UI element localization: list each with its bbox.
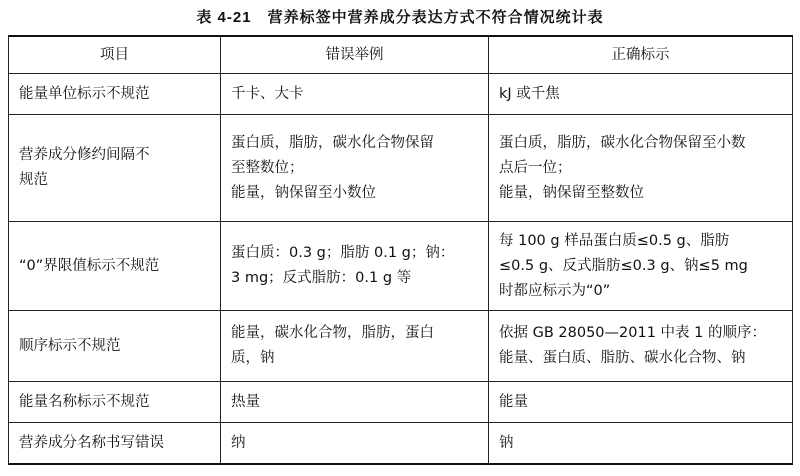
cell-text: 营养成分名称书写错误 xyxy=(19,434,164,451)
cell-error xyxy=(221,115,489,222)
cell-item xyxy=(9,382,221,423)
table-row xyxy=(9,311,793,382)
cell-error xyxy=(221,222,489,311)
cell-text: 营养成分修约间隔不 规范 xyxy=(19,147,150,188)
header-item: 项目 xyxy=(9,36,221,74)
cell-item xyxy=(9,115,221,222)
cell-error xyxy=(221,382,489,423)
cell-text: kJ 或千焦 xyxy=(499,85,560,102)
header-correct-label: 正确标示 xyxy=(489,36,793,74)
cell-correct xyxy=(489,222,793,311)
cell-error xyxy=(221,74,489,115)
table-title-text: 营养标签中营养成分表达方式不符合情况统计表 xyxy=(267,8,604,26)
cell-text: 能量单位标示不规范 xyxy=(19,85,150,102)
cell-text: 纳 xyxy=(231,434,246,451)
cell-correct xyxy=(489,311,793,382)
table-title xyxy=(0,6,800,27)
cell-text: 顺序标示不规范 xyxy=(19,337,121,354)
table-row xyxy=(9,222,793,311)
cell-text: “0”界限值标示不规范 xyxy=(19,257,160,274)
cell-text: 蛋白质，脂肪，碳水化合物保留至小数 点后一位； 能量，钠保留至整数位 xyxy=(499,134,746,201)
cell-text: 千卡、大卡 xyxy=(231,85,304,102)
cell-text: 钠 xyxy=(499,434,514,451)
cell-correct xyxy=(489,423,793,465)
cell-item xyxy=(9,311,221,382)
cell-error xyxy=(221,423,489,465)
cell-correct xyxy=(489,115,793,222)
table-number: 表 4-21 xyxy=(196,9,252,26)
cell-text: 能量名称标示不规范 xyxy=(19,393,150,410)
cell-text: 依据 GB 28050—2011 中表 1 的顺序： 能量、蛋白质、脂肪、碳水化合物、钠 xyxy=(499,325,766,366)
cell-item xyxy=(9,74,221,115)
cell-item xyxy=(9,222,221,311)
nutrition-label-table xyxy=(8,35,793,465)
cell-text: 能量 xyxy=(499,393,528,410)
table-row xyxy=(9,382,793,423)
cell-correct xyxy=(489,382,793,423)
table-row xyxy=(9,74,793,115)
cell-text: 能量，碳水化合物，脂肪，蛋白 质，钠 xyxy=(231,325,434,366)
cell-item xyxy=(9,423,221,465)
cell-error xyxy=(221,311,489,382)
header-row xyxy=(9,36,793,74)
cell-text: 蛋白质，脂肪，碳水化合物保留 至整数位； 能量，钠保留至小数位 xyxy=(231,134,434,201)
table-row xyxy=(9,115,793,222)
cell-correct xyxy=(489,74,793,115)
cell-text: 热量 xyxy=(231,393,260,410)
cell-text: 每 100 g 样品蛋白质≤0.5 g、脂肪 ≤0.5 g、反式脂肪≤0.3 g、钠≤5 mg 时都应标示为“0” xyxy=(499,232,748,299)
cell-text: 蛋白质：0.3 g；脂肪 0.1 g；钠： 3 mg；反式脂肪：0.1 g 等 xyxy=(231,245,455,286)
table-row xyxy=(9,423,793,465)
header-error-example: 错误举例 xyxy=(221,36,489,74)
